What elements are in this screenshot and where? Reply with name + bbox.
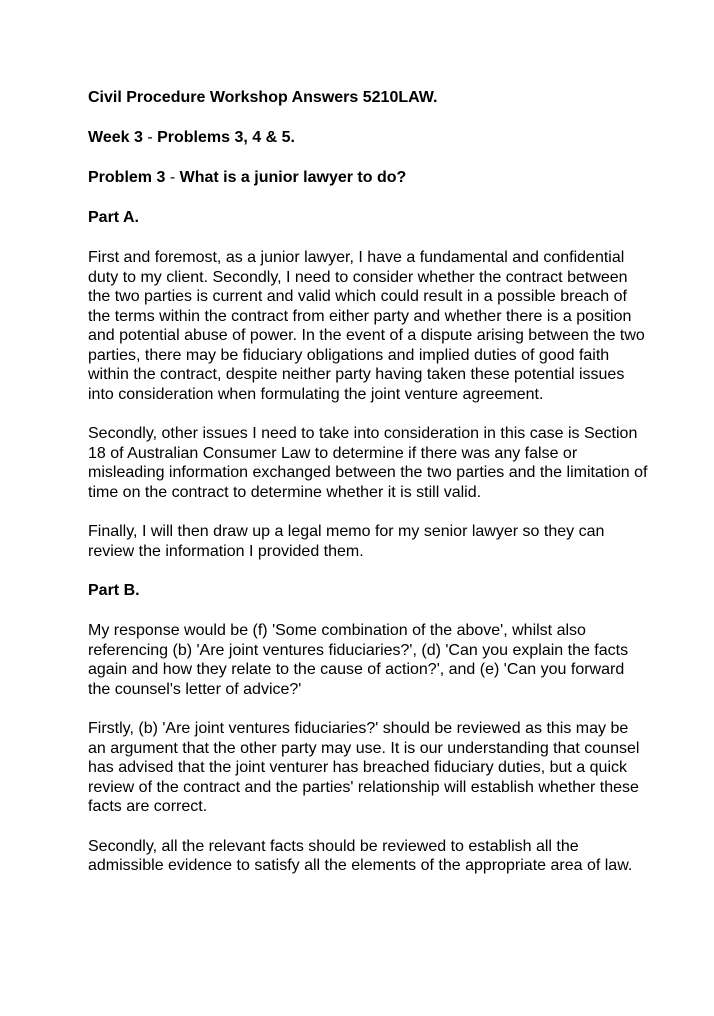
part-b-paragraph-3: Secondly, all the relevant facts should be reviewed to establish all the admissible evidence to satisfy all the elements of the appropriate area of law.	[88, 837, 633, 874]
document-page	[88, 88, 648, 896]
problem-text: What is a junior lawyer to do?	[179, 169, 407, 186]
part-b-paragraph-1: My response would be (f) 'Some combination of the above', whilst also referencing (b) 'Are joint ventures fiduciaries?', (d) 'Can you explain the facts again and how they relate to the cause of action?', and (e) 'Can you forward the counsel's letter of advice?'	[88, 622, 629, 698]
week-heading	[88, 128, 648, 148]
problem-heading	[88, 168, 648, 188]
part-b-paragraph-2: Firstly, (b) 'Are joint ventures fiduciaries?' should be reviewed as this may be an argument that the other party may use. It is our understanding that counsel has advised that the joint venturer has breached fiduciary duties, but a quick review of the contract and the parties' relationship will establish whether these facts are correct.	[88, 720, 640, 815]
document-title: Civil Procedure Workshop Answers 5210LAW.	[88, 89, 438, 106]
part-a-paragraph-3: Finally, I will then draw up a legal memo for my senior lawyer so they can review the information I provided them.	[88, 523, 605, 560]
week-text: Problems 3, 4 & 5.	[157, 129, 295, 146]
part-b-heading: Part B.	[88, 582, 140, 599]
problem-label: Problem 3	[88, 169, 166, 186]
part-a-paragraph-1: First and foremost, as a junior lawyer, I have a fundamental and confidential duty to my client. Secondly, I need to consider whether the contract between the two parties is current and valid which could result in a possible breach of the terms within the contract from either party and whether there is a position and potential abuse of power. In the event of a dispute arising between the two parties, there may be fiduciary obligations and implied duties of good faith within the contract, despite neither party having taken these potential issues into consideration when formulating the joint venture agreement.	[88, 249, 645, 403]
week-separator: -	[147, 129, 153, 146]
problem-separator: -	[169, 169, 176, 186]
part-a-heading: Part A.	[88, 209, 139, 226]
week-label: Week 3	[88, 129, 143, 146]
part-a-paragraph-2: Secondly, other issues I need to take into consideration in this case is Section 18 of Australian Consumer Law to determine if there was any false or misleading information exchanged between the two parties and the limitation of time on the contract to determine whether it is still valid.	[88, 425, 648, 501]
